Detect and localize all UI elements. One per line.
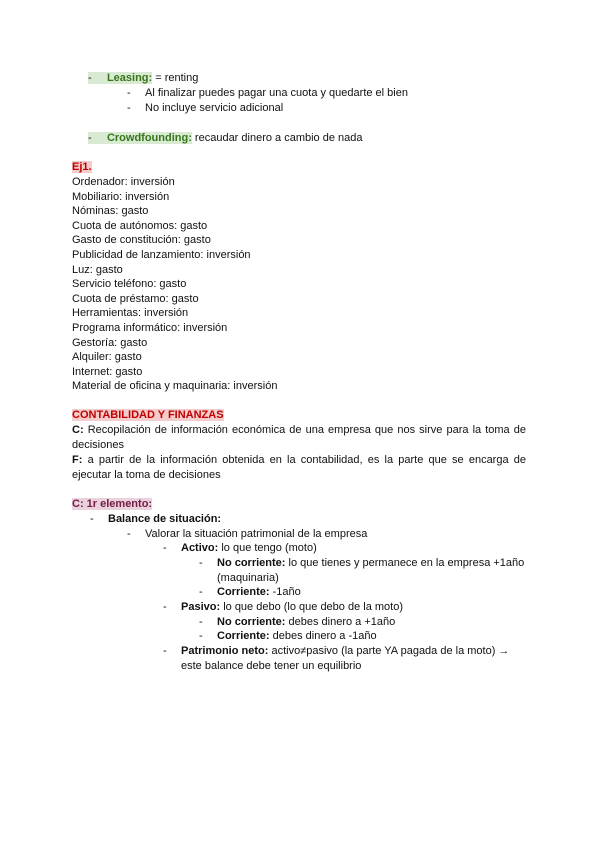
ej1-item: Programa informático: inversión — [72, 321, 228, 334]
pasivo-c-label: Corriente: — [217, 630, 270, 642]
leasing-sub-2: No incluye servicio adicional — [145, 102, 284, 114]
ej1-title: Ej1. — [72, 161, 92, 173]
dash: - — [127, 528, 131, 540]
crowdfounding-term: Crowdfounding: — [106, 132, 192, 144]
activo-text: lo que tengo (moto) — [218, 542, 317, 554]
ej1-item: Luz: gasto — [72, 263, 123, 276]
activo-nc-text-cont: (maquinaria) — [217, 572, 279, 584]
contabilidad-heading — [72, 408, 224, 423]
f-label: F: — [72, 454, 83, 466]
pasivo-label: Pasivo: — [181, 601, 221, 613]
valorar-text: Valorar la situación patrimonial de la empresa — [145, 528, 368, 540]
activo-nc-label: No corriente: — [217, 557, 286, 569]
patrimonio-line — [181, 644, 509, 659]
leasing-highlight — [88, 72, 152, 84]
activo-c-text: -1año — [269, 586, 301, 598]
patrimonio-text: activo≠pasivo (la parte YA pagada de la moto) → — [268, 645, 510, 657]
pasivo-nc-text: debes dinero a +1año — [285, 616, 396, 628]
ej1-item: Material de oficina y maquinaria: inversión — [72, 380, 278, 393]
ej1-item: Ordenador: inversión — [72, 176, 175, 188]
ej1-item: Internet: gasto — [72, 365, 143, 378]
ej1-item: Publicidad de lanzamiento: inversión — [72, 248, 251, 261]
dash: - — [199, 557, 203, 569]
c-label: C: — [72, 424, 84, 436]
patrimonio-text-cont: este balance debe tener un equilibrio — [181, 660, 362, 672]
dash: - — [127, 87, 131, 99]
ej1-item: Gestoría: gasto — [72, 336, 148, 349]
activo-c-label: Corriente: — [217, 586, 270, 598]
pasivo-line — [181, 600, 403, 615]
dash: - — [163, 601, 167, 613]
leasing-sub-1: Al finalizar puedes pagar una cuota y quedarte el bien — [145, 87, 408, 99]
ej1-list — [72, 175, 277, 394]
leasing-line — [88, 71, 198, 86]
crowdfounding-text: recaudar dinero a cambio de nada — [191, 132, 363, 144]
bullet: - — [88, 72, 92, 84]
dash: - — [199, 586, 203, 598]
ej1-item: Cuota de autónomos: gasto — [72, 219, 208, 232]
contabilidad-title: CONTABILIDAD Y FINANZAS — [72, 409, 224, 421]
ej1-item: Gasto de constitución: gasto — [72, 234, 211, 247]
ej1-heading — [72, 160, 92, 175]
crowdfounding-line — [88, 131, 363, 146]
dash: - — [127, 102, 131, 114]
balance-label: Balance de situación: — [108, 513, 222, 525]
contabilidad-definition — [72, 423, 526, 452]
pasivo-no-corriente — [217, 615, 395, 630]
ej1-item: Herramientas: inversión — [72, 307, 189, 320]
finanzas-definition — [72, 453, 526, 482]
leasing-term: Leasing: — [106, 72, 153, 84]
ej1-item: Servicio teléfono: gasto — [72, 278, 187, 291]
patrimonio-label: Patrimonio neto: — [181, 645, 269, 657]
pasivo-c-text: debes dinero a -1año — [269, 630, 377, 642]
activo-no-corriente — [217, 556, 524, 571]
dash: - — [163, 645, 167, 657]
dash: - — [199, 630, 203, 642]
c-text: Recopilación de información económica de una empresa que nos sirve para la toma de decisiones — [72, 424, 526, 451]
dash: - — [199, 616, 203, 628]
activo-line — [181, 541, 317, 556]
ej1-item: Nóminas: gasto — [72, 205, 149, 218]
elemento-heading — [72, 497, 152, 512]
activo-corriente — [217, 585, 301, 600]
f-text: a partir de la información obtenida en la contabilidad, es la parte que se encarga de ejecutar la toma de decisiones — [72, 454, 526, 481]
pasivo-nc-label: No corriente: — [217, 616, 286, 628]
pasivo-corriente — [217, 629, 377, 644]
ej1-item: Alquiler: gasto — [72, 351, 142, 364]
leasing-text: = renting — [152, 72, 199, 84]
ej1-item: Cuota de préstamo: gasto — [72, 292, 199, 305]
bullet: - — [88, 132, 92, 144]
activo-label: Activo: — [181, 542, 219, 554]
elemento-title: C: 1r elemento: — [72, 498, 153, 510]
crowdfounding-highlight — [88, 132, 192, 144]
dash: - — [163, 542, 167, 554]
pasivo-text: lo que debo (lo que debo de la moto) — [220, 601, 403, 613]
dash: - — [90, 513, 94, 525]
activo-nc-text: lo que tienes y permanece en la empresa +1año — [285, 557, 525, 569]
ej1-item: Mobiliario: inversión — [72, 190, 170, 203]
